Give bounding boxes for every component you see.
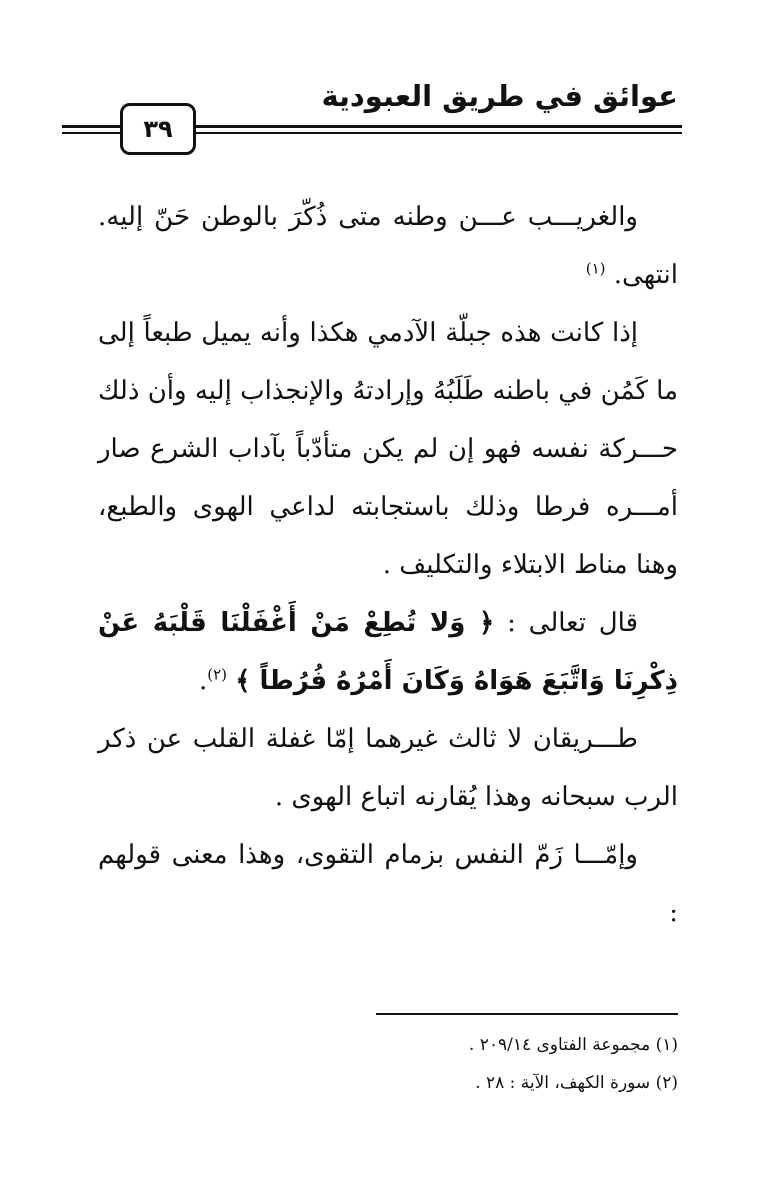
paragraph-4: طـــريقان لا ثالث غيرهما إمّا غفلة القلب عن ذكر الرب سبحانه وهذا يُقارنه اتباع الهوى .: [98, 724, 678, 812]
footnotes: [98, 1026, 678, 1102]
body-text: [98, 188, 678, 942]
paragraph-1-text: والغريـــب عـــن وطنه متى ذُكّرَ بالوطن حَنّ إليه. انتهى.: [98, 202, 678, 290]
footnote-ref-1: (١): [585, 259, 606, 278]
quran-verse: ﴿ وَلا تُطِعْ مَنْ أَغْفَلْنَا قَلْبَهُ عَنْ ذِكْرِنَا وَاتَّبَعَ هَوَاهُ وَكَانَ أَمْرُهُ فُرُطاً ﴾: [98, 608, 678, 696]
paragraph-1: [98, 188, 678, 304]
running-title: عوائق في طريق العبودية: [321, 79, 678, 113]
footnote-2: (٢) سورة الكهف، الآية : ٢٨ .: [475, 1073, 678, 1093]
verse-end-mark: .: [198, 666, 208, 696]
verse-intro: قال تعالى :: [507, 608, 639, 638]
page-number: ٣٩: [120, 103, 196, 155]
footnote-ref-2: (٢): [207, 665, 227, 684]
paragraph-3-verse: [98, 594, 678, 710]
footnote-1: (١) مجموعة الفتاوى ٢٠٩/١٤ .: [468, 1035, 678, 1055]
paragraph-2: إذا كانت هذه جبلّة الآدمي هكذا وأنه يميل طبعاً إلى ما كَمُن في باطنه طَلَبُهُ وإرادتهُ والإنجذاب إليه وأن ذلك حـــركة نفسه فهو إن لم يكن متأدّباً بآداب الشرع صار أمـــره فرطا وذلك باستجابته لداعي الهوى والطبع، وهنا مناط الابتلاء والتكليف .: [98, 318, 678, 580]
footnote-separator: [376, 1013, 678, 1015]
paragraph-5: وإمّـــا زَمّ النفس بزمام التقوى، وهذا معنى قولهم :: [98, 840, 678, 928]
